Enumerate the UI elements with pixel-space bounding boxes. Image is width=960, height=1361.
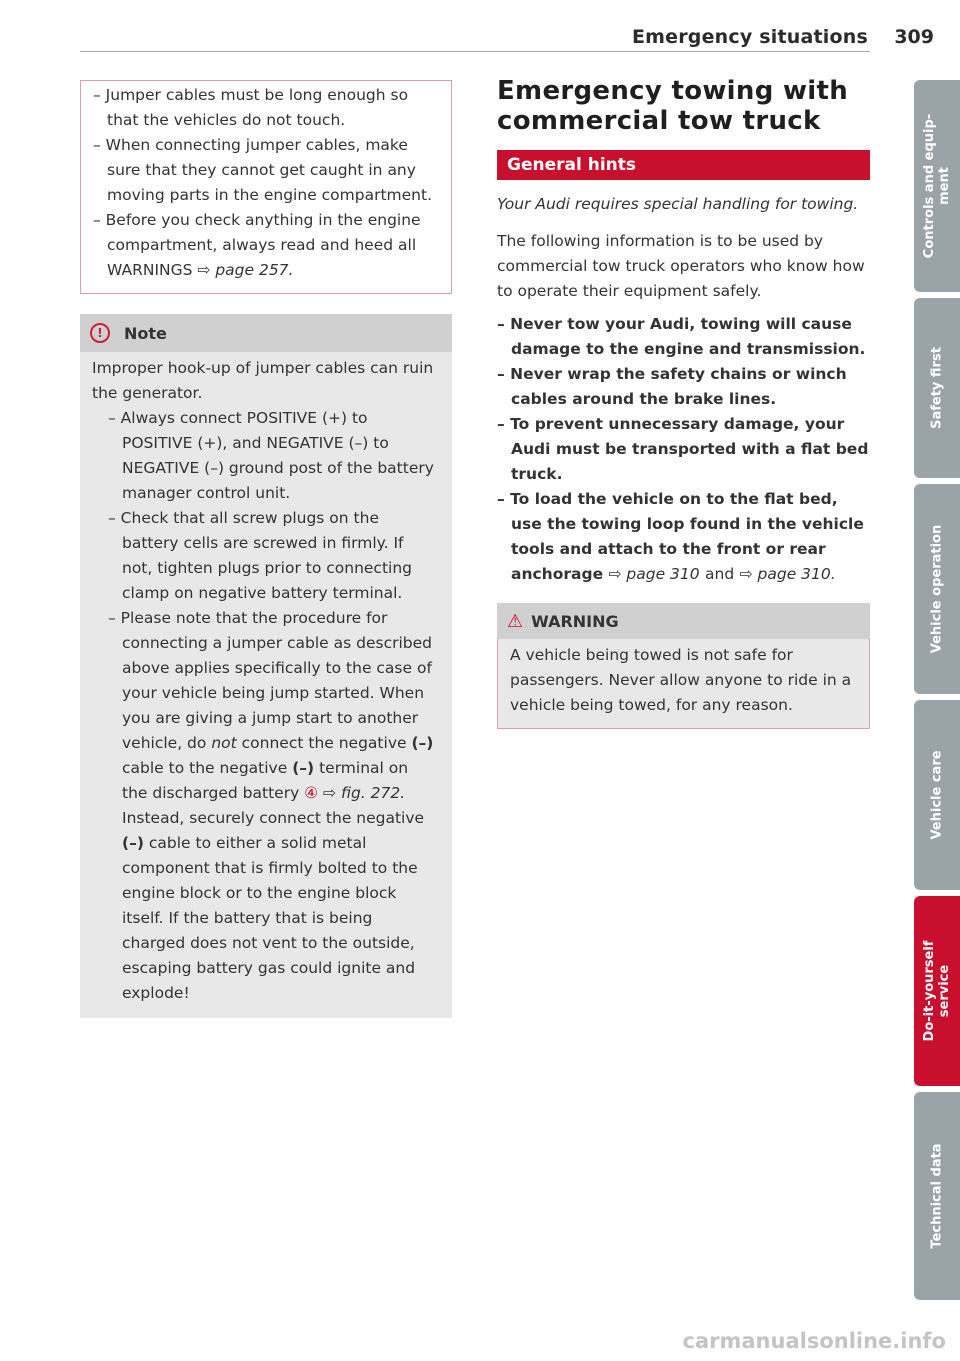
tab-label: Do-it-yourself service (922, 940, 952, 1042)
jumper-tips-box (80, 80, 452, 294)
warning-header (497, 603, 870, 639)
tab-safety-first[interactable] (914, 298, 960, 478)
left-column (80, 80, 452, 1018)
watermark: carmanualsonline.info (682, 1329, 946, 1353)
page-reference[interactable]: ⇨ page 257. (197, 261, 294, 279)
note-header (80, 314, 452, 352)
list-item: – When connecting jumper cables, make sure that they cannot get caught in any moving parts in the engine compartment. (93, 136, 433, 204)
list-item: – Never tow your Audi, towing will cause damage to the engine and transmission. (497, 315, 866, 358)
note-intro: Improper hook-up of jumper cables can ruin the generator. (92, 359, 434, 402)
list-item: – To prevent unnecessary damage, your Audi must be transported with a flat bed truck. (497, 415, 869, 483)
warning-body (497, 639, 870, 729)
intro-paragraph: The following information is to be used by commercial tow truck operators who know how to operate their equipment safely. (497, 232, 865, 300)
callout-circle: ④ (304, 784, 319, 802)
tab-vehicle-care[interactable] (914, 700, 960, 890)
list-item: – To load the vehicle on to the flat bed, use the towing loop found in the vehicle tools and attach to the front or rear anchorage ⇨ page 310 and ⇨ page 310. (497, 490, 864, 583)
page-reference[interactable]: ⇨ page 310. (739, 565, 836, 583)
list-item: – Check that all screw plugs on the battery cells are screwed in firmly. If not, tighten plugs prior to connecting clamp on negative battery terminal. (108, 509, 413, 602)
tab-do-it-yourself[interactable] (914, 896, 960, 1086)
warning-triangle-icon: ⚠ (507, 610, 524, 632)
list-item: – Never wrap the safety chains or winch cables around the brake lines. (497, 365, 847, 408)
warning-label: WARNING (531, 611, 619, 631)
exclamation-icon: ! (90, 323, 110, 343)
note-label: Note (124, 323, 167, 343)
list-item: – Jumper cables must be long enough so that the vehicles do not touch. (93, 86, 409, 129)
note-body (80, 352, 452, 1018)
subtitle: Your Audi requires special handling for towing. (497, 195, 859, 213)
list-item: – Please note that the procedure for connecting a jumper cable as described above applies specifically to the case of your vehicle being jump started. When you are giving a jump start to another vehicle, do not connect the negative (–) cable to the negative (–) terminal on the discharged battery ④ ⇨ fig. 272. Instead, securely connect the negative (–) cable to either a solid metal component that is firmly bolted to the engine block or to the engine block itself. If the battery that is being charged does not vent to the outside, escaping battery gas could ignite and explode! (108, 609, 434, 1002)
tab-controls[interactable] (914, 80, 960, 292)
list-item: – Before you check anything in the engine compartment, always read and heed all WARNINGS ⇨ page 257. (93, 211, 421, 279)
list-item: – Always connect POSITIVE (+) to POSITIVE (+), and NEGATIVE (–) to NEGATIVE (–) ground post of the battery manager control unit. (108, 409, 434, 502)
tab-label: Vehicle care (929, 750, 945, 840)
header-section-title: Emergency situations (631, 26, 868, 48)
section-title: Emergency towing with commercial tow truck (497, 76, 849, 136)
tab-label: Controls and equip- ment (922, 113, 952, 259)
figure-reference[interactable]: ⇨ fig. 272. (323, 784, 406, 802)
right-column (497, 76, 870, 729)
page-reference[interactable]: ⇨ page 310 (608, 565, 700, 583)
tab-label: Technical data (929, 1143, 945, 1249)
tab-vehicle-operation[interactable] (914, 484, 960, 694)
tab-technical-data[interactable] (914, 1092, 960, 1300)
header-rule (80, 51, 870, 52)
warning-text: A vehicle being towed is not safe for passengers. Never allow anyone to ride in a vehicle being towed, for any reason. (510, 646, 852, 714)
page-number: 309 (894, 26, 934, 48)
subsection-bar: General hints (497, 150, 870, 180)
tab-label: Vehicle operation (929, 524, 945, 654)
tab-label: Safety first (929, 347, 945, 429)
